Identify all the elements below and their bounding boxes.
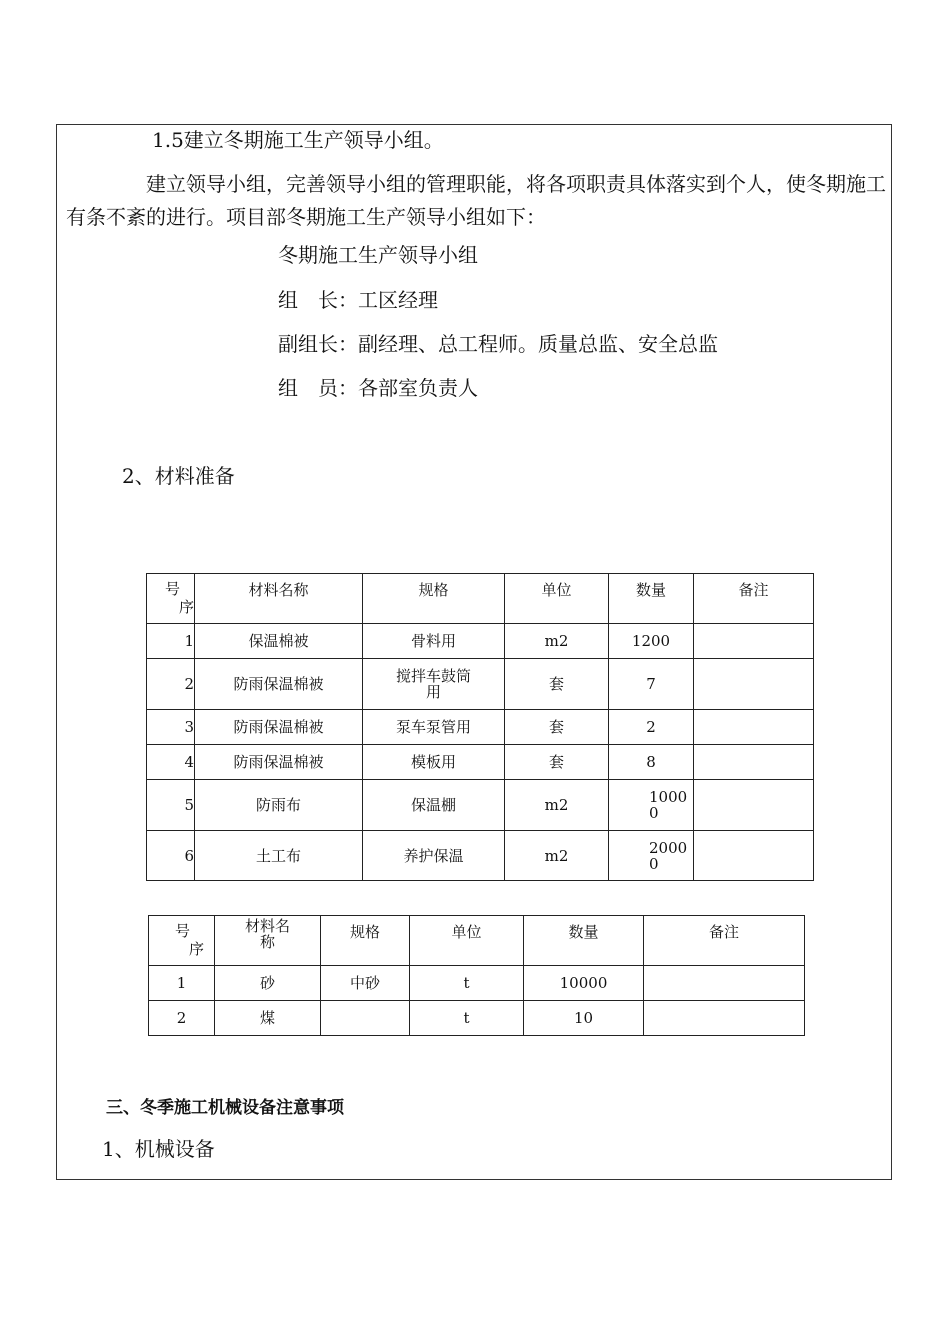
header-note: 备注 xyxy=(644,916,805,966)
cell-name: 防雨保温棉被 xyxy=(195,659,363,710)
section-1-5-heading: 1.5建立冬期施工生产领导小组。 xyxy=(152,128,444,152)
cell-note xyxy=(694,780,814,831)
cell-qty: 8 xyxy=(609,745,694,780)
cell-name: 防雨布 xyxy=(195,780,363,831)
cell-note xyxy=(694,710,814,745)
cell-qty: 1200 xyxy=(609,624,694,659)
cell-name: 土工布 xyxy=(195,831,363,881)
cell-seq: 3 xyxy=(147,710,195,745)
table-row xyxy=(147,710,814,745)
cell-spec xyxy=(321,1001,410,1036)
cell-unit: m2 xyxy=(505,831,609,881)
cell-seq: 1 xyxy=(149,966,215,1001)
section-3-subheading: 1、机械设备 xyxy=(102,1137,215,1161)
group-title: 冬期施工生产领导小组 xyxy=(278,243,478,267)
cell-spec: 模板用 xyxy=(363,745,505,780)
header-seq-part-a: 序 xyxy=(178,597,194,616)
header-seq xyxy=(149,916,215,966)
header-name: 材料名称 xyxy=(195,574,363,624)
table-header-row xyxy=(147,574,814,624)
section-1-5-paragraph: 建立领导小组，完善领导小组的管理职能，将各项职责具体落实到个人，使冬期施工有条不紊的进行。项目部冬期施工生产领导小组如下： xyxy=(66,172,886,229)
group-members: 组 员：各部室负责人 xyxy=(278,376,478,400)
header-unit: 单位 xyxy=(505,574,609,624)
cell-unit: 套 xyxy=(505,659,609,710)
section-2-heading: 2、材料准备 xyxy=(122,464,235,488)
cell-note xyxy=(644,966,805,1001)
cell-name: 砂 xyxy=(215,966,321,1001)
table-row xyxy=(147,780,814,831)
cell-spec: 中砂 xyxy=(321,966,410,1001)
section-3-heading: 三、冬季施工机械设备注意事项 xyxy=(106,1098,344,1118)
cell-note xyxy=(694,624,814,659)
cell-name: 防雨保温棉被 xyxy=(195,745,363,780)
cell-unit: t xyxy=(410,1001,524,1036)
header-spec: 规格 xyxy=(363,574,505,624)
cell-qty: 10 xyxy=(524,1001,644,1036)
cell-name: 防雨保温棉被 xyxy=(195,710,363,745)
cell-note xyxy=(644,1001,805,1036)
header-seq xyxy=(147,574,195,624)
cell-unit: m2 xyxy=(505,624,609,659)
cell-spec: 保温棚 xyxy=(363,780,505,831)
cell-name: 保温棉被 xyxy=(195,624,363,659)
table-row xyxy=(147,624,814,659)
header-qty: 数量 xyxy=(524,916,644,966)
cell-spec: 养护保温 xyxy=(363,831,505,881)
table-row xyxy=(147,831,814,881)
cell-unit: m2 xyxy=(505,780,609,831)
cell-seq: 5 xyxy=(147,780,195,831)
cell-seq: 1 xyxy=(147,624,195,659)
cell-unit: 套 xyxy=(505,710,609,745)
cell-seq: 6 xyxy=(147,831,195,881)
header-seq-part-b: 号 xyxy=(175,921,191,940)
table-row xyxy=(149,966,805,1001)
header-seq-part-a: 序 xyxy=(188,939,204,958)
table-row xyxy=(147,745,814,780)
header-note: 备注 xyxy=(694,574,814,624)
cell-note xyxy=(694,745,814,780)
cell-qty: 10000 xyxy=(609,780,694,831)
header-spec: 规格 xyxy=(321,916,410,966)
cell-seq: 4 xyxy=(147,745,195,780)
cell-name: 煤 xyxy=(215,1001,321,1036)
header-qty: 数量 xyxy=(609,574,694,624)
header-name: 材料名称 xyxy=(215,916,321,966)
cell-spec: 泵车泵管用 xyxy=(363,710,505,745)
group-leader: 组 长：工区经理 xyxy=(278,288,438,312)
table-row xyxy=(147,659,814,710)
cell-note xyxy=(694,659,814,710)
cell-seq: 2 xyxy=(149,1001,215,1036)
header-seq-part-b: 号 xyxy=(165,579,181,598)
materials-table-1 xyxy=(146,573,814,881)
cell-unit: t xyxy=(410,966,524,1001)
cell-spec: 搅拌车鼓筒用 xyxy=(363,659,505,710)
header-unit: 单位 xyxy=(410,916,524,966)
materials-table-2 xyxy=(148,915,805,1036)
cell-qty: 20000 xyxy=(609,831,694,881)
cell-unit: 套 xyxy=(505,745,609,780)
cell-qty: 10000 xyxy=(524,966,644,1001)
cell-qty: 2 xyxy=(609,710,694,745)
cell-qty: 7 xyxy=(609,659,694,710)
table-row xyxy=(149,1001,805,1036)
table-header-row xyxy=(149,916,805,966)
cell-seq: 2 xyxy=(147,659,195,710)
group-deputy: 副组长：副经理、总工程师。质量总监、安全总监 xyxy=(278,332,718,356)
cell-note xyxy=(694,831,814,881)
cell-spec: 骨料用 xyxy=(363,624,505,659)
